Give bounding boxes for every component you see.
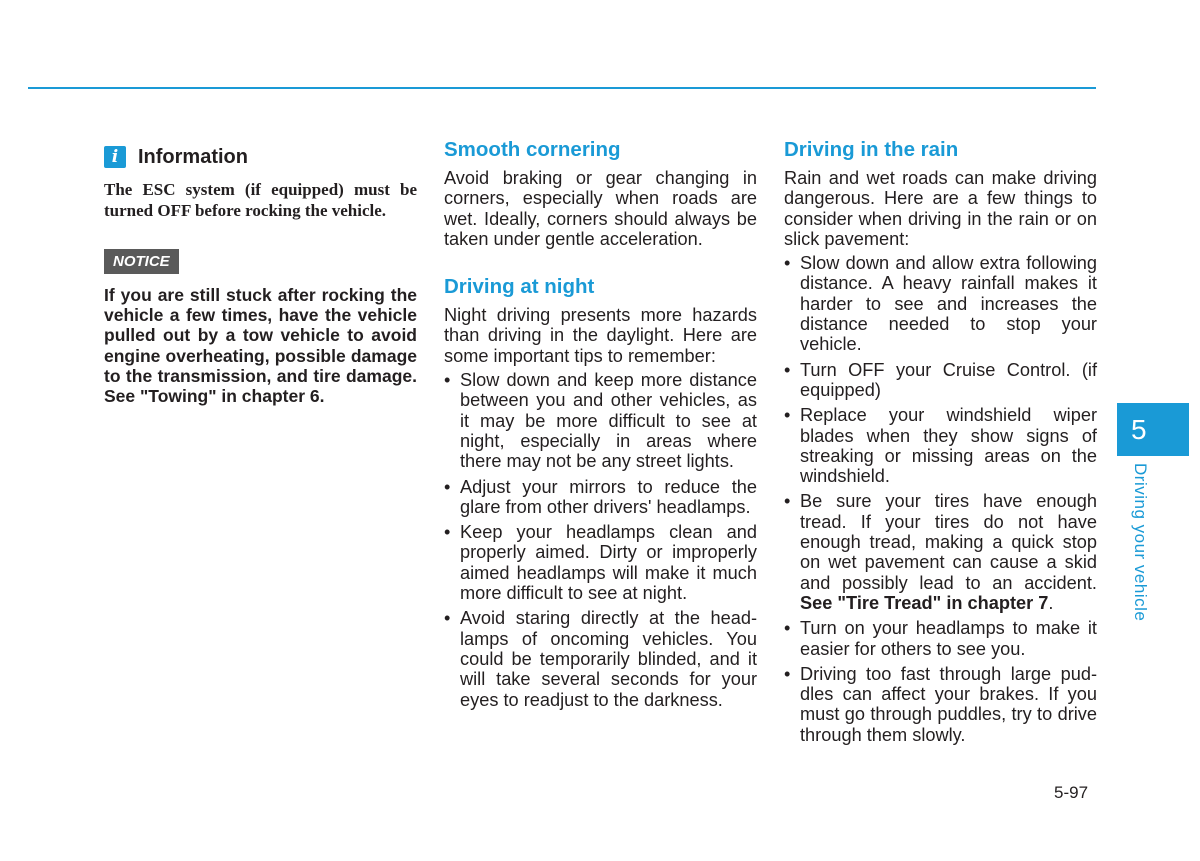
column-left xyxy=(104,138,417,406)
heading-driving-in-rain: Driving in the rain xyxy=(784,138,959,161)
page-number: 5-97 xyxy=(1054,783,1089,802)
list-item: • Turn OFF your Cruise Control. (if equipped) xyxy=(784,360,1097,401)
list-item: • Driving too fast through large puddles can affect your brakes. If you must go through puddles, try to drive through them slowly. xyxy=(784,664,1097,745)
chapter-label: Driving your vehicle xyxy=(1131,463,1150,622)
notice-badge: NOTICE xyxy=(104,249,179,274)
heading-driving-at-night: Driving at night xyxy=(444,275,595,299)
column-right xyxy=(784,138,1097,750)
information-header xyxy=(104,145,417,169)
night-tips-list xyxy=(444,370,757,710)
rain-tips-list xyxy=(784,253,1097,745)
notice-text: If you are still stuck after rocking the vehicle a few times, have the vehicle pulled out by a tow vehicle to avoid engine overheating, possible damage to the transmission, and tire damage. See "Towing" in chapter 6. xyxy=(104,285,417,407)
information-text: The ESC system (if equipped) must be turned OFF before rocking the vehicle. xyxy=(104,180,417,220)
driving-in-rain-intro: Rain and wet roads can make driving dangerous. Here are a few things to consider when driving in the rain or on slick pavement: xyxy=(784,168,1097,249)
tire-tread-reference: See "Tire Tread" in chapter 7 xyxy=(800,592,1049,613)
top-rule xyxy=(28,87,1096,89)
info-icon: i xyxy=(104,146,126,168)
list-item: • Slow down and allow extra following distance. A heavy rainfall makes it harder to see and increases the distance needed to stop your vehicle. xyxy=(784,253,1097,354)
tire-item-text: Be sure your tires have enough tread. If your tires do not have enough tread, making a quick stop on wet pavement can cause a skid and possibly lead to an accident. xyxy=(800,491,1097,593)
column-middle xyxy=(444,138,757,715)
heading-smooth-cornering: Smooth cornering xyxy=(444,138,621,161)
list-item: • Turn on your headlamps to make it easier for others to see you. xyxy=(784,618,1097,659)
chapter-number-tab: 5 xyxy=(1117,403,1189,456)
tire-item-end: . xyxy=(1048,592,1054,613)
list-item-tires xyxy=(784,491,1097,613)
information-title: Information xyxy=(138,145,248,168)
list-item: • Avoid staring directly at the headlamps of oncoming vehicles. You could be temporarily blinded, and it will take several seconds for your eyes to readjust to the darkness. xyxy=(444,608,757,709)
smooth-cornering-text: Avoid braking or gear changing in corners, especially when roads are wet. Ideally, corners should always be taken under gentle acceleration. xyxy=(444,168,757,249)
list-item: • Adjust your mirrors to reduce the glare from other drivers' headlamps. xyxy=(444,477,757,518)
list-item: • Keep your headlamps clean and properly aimed. Dirty or improperly aimed headlamps will make it much more difficult to see at night. xyxy=(444,522,757,603)
list-item: • Replace your windshield wiper blades when they show signs of streaking or missing areas on the windshield. xyxy=(784,405,1097,486)
driving-at-night-intro: Night driving presents more hazards than driving in the daylight. Here are some important tips to remember: xyxy=(444,305,757,366)
list-item: • Slow down and keep more distance between you and other vehicles, as it may be more difficult to see at night, especially in areas where there may not be any street lights. xyxy=(444,370,757,471)
